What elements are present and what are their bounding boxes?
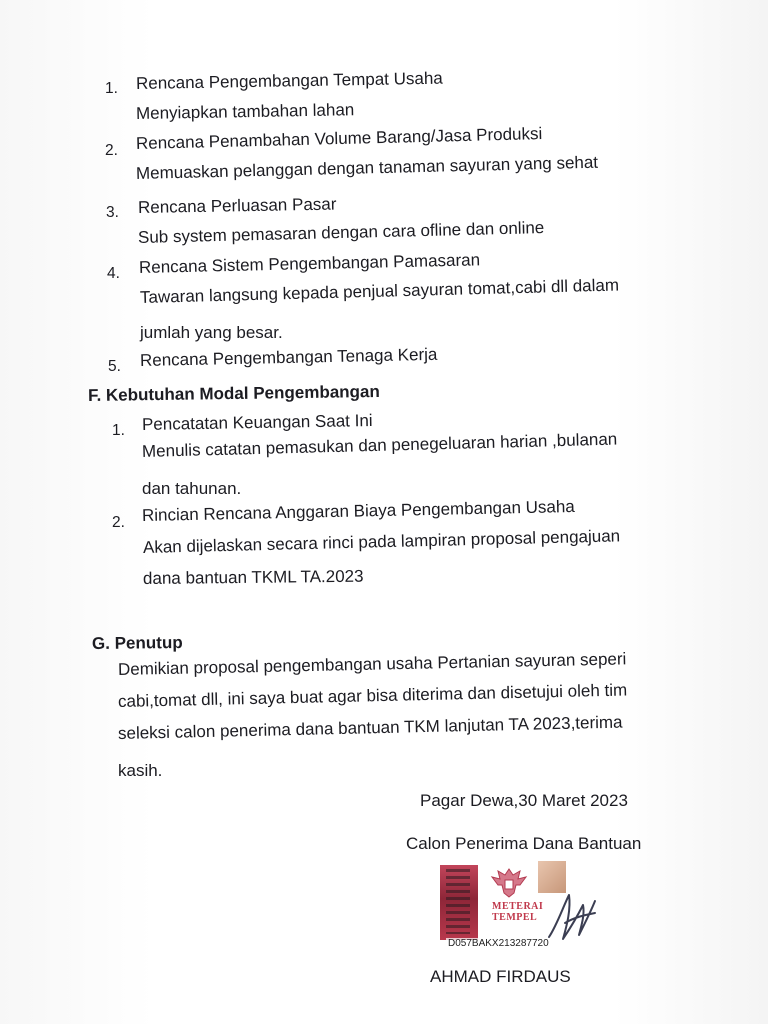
list-item-body: Akan dijelaskan secara rinci pada lampiran proposal pengajuan [142,526,621,557]
paragraph-line: kasih. [118,761,163,780]
list-item-title: Rencana Pengembangan Tempat Usaha [135,68,443,93]
list-item-body: Menyiapkan tambahan lahan [135,100,355,123]
list-item-title: Rencana Penambahan Volume Barang/Jasa Produksi [135,124,543,153]
list-item-body: dan tahunan. [142,479,242,498]
list-number: 5. [108,358,121,375]
list-item-body: Memuaskan pelanggan dengan tanaman sayuran yang sehat [135,152,599,183]
paragraph-line: cabi,tomat dll, ini saya buat agar bisa diterima dan disetujui oleh tim [117,680,628,711]
list-item-title: Rencana Perluasan Pasar [137,194,337,217]
list-item-body: Tawaran langsung kepada penjual sayuran tomat,cabi dll dalam [139,275,620,307]
list-number: 4. [107,265,120,282]
meterai-strip [440,865,478,940]
signature [545,887,600,949]
list-item-title: Rencana Pengembangan Tenaga Kerja [139,344,438,370]
meterai-stamp [440,855,600,955]
garuda-emblem-icon [488,863,530,901]
list-number: 1. [112,422,125,439]
list-number: 2. [112,514,125,531]
section-heading: G. Penutup [91,633,183,653]
list-item-body: dana bantuan TKML TA.2023 [142,566,364,588]
list-item-title: Rencana Sistem Pengembangan Pamasaran [138,250,481,277]
paragraph-line: seleksi calon penerima dana bantuan TKM lanjutan TA 2023,terima [117,712,623,743]
list-item-title: Rincian Rencana Anggaran Biaya Pengembangan Usaha [141,496,575,525]
list-number: 1. [105,80,118,97]
meterai-serial: D057BAKX213287720 [448,938,549,949]
section-heading: F. Kebutuhan Modal Pengembangan [87,381,380,405]
meterai-label: METERAI TEMPEL [492,901,544,923]
signer-role: Calon Penerima Dana Bantuan [406,834,642,853]
list-number: 2. [105,142,118,159]
place-date: Pagar Dewa,30 Maret 2023 [420,791,628,810]
list-item-body: Menulis catatan pemasukan dan penegeluaran harian ,bulanan [141,429,618,461]
paragraph-line: Demikian proposal pengembangan usaha Pertanian sayuran seperi [117,649,627,679]
list-item-body: jumlah yang besar. [140,323,283,342]
list-item-title: Pencatatan Keuangan Saat Ini [141,410,373,434]
signer-name: AHMAD FIRDAUS [430,967,571,986]
list-number: 3. [106,204,119,221]
list-item-body: Sub system pemasaran dengan cara ofline dan online [137,218,545,247]
